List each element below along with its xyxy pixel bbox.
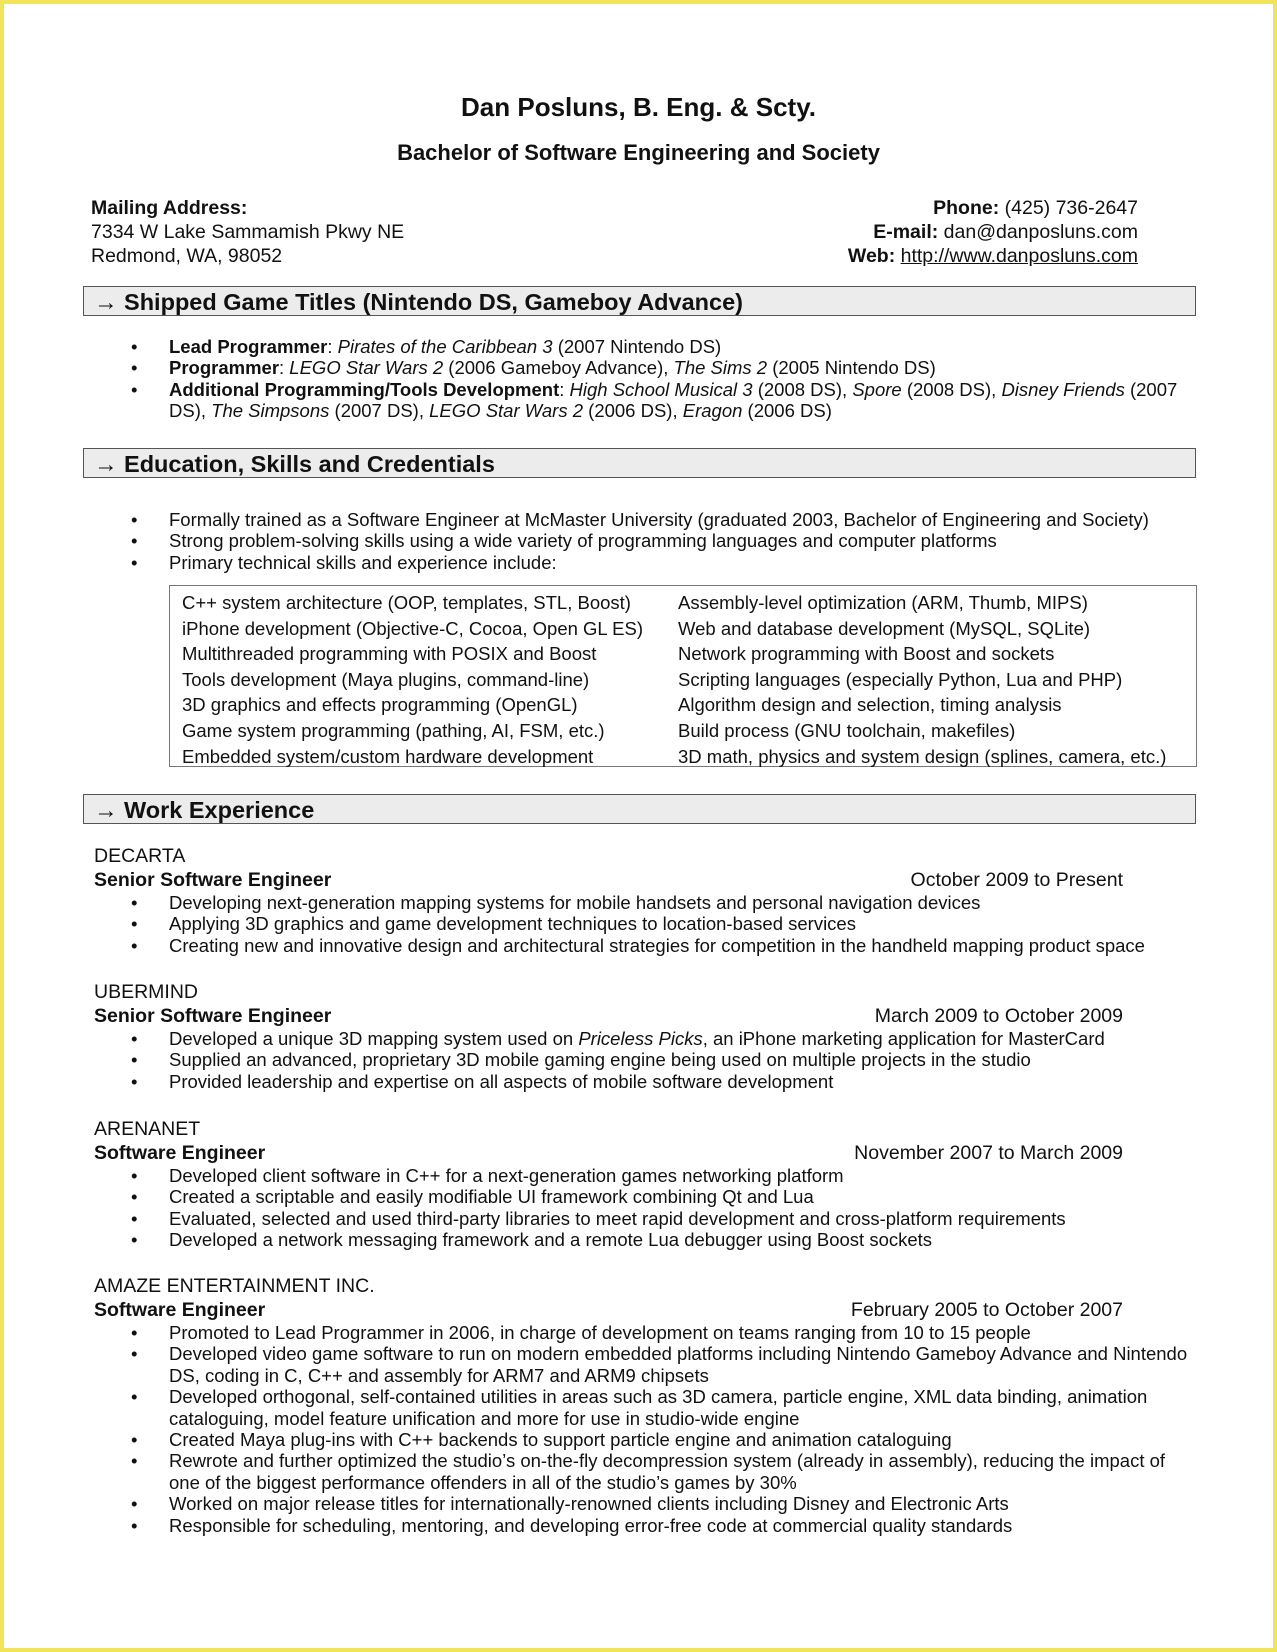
company-name: ARENANET [94,1118,201,1140]
company-name: AMAZE ENTERTAINMENT INC. [94,1275,375,1297]
phone-value: (425) 736-2647 [1004,197,1138,219]
bullet-icon: • [131,1493,138,1515]
bullet-icon: • [131,1322,138,1343]
list-item: • Rewrote and further optimized the studio’s on-the-fly decompression system (already in assembly), reducing the impact of one of the biggest performance offenders in all of the studio’s games by 30% [131,1450,1166,1493]
list-item: • Provided leadership and expertise on all aspects of mobile software development [131,1070,834,1092]
web-link[interactable]: http://www.danposluns.com [900,245,1138,267]
web-row [848,244,1138,268]
company-name: DECARTA [94,845,186,867]
bullet-icon: • [131,1028,138,1049]
list-item: • Worked on major release titles for internationally-renowned clients including Disney and Electronic Arts [131,1493,1009,1515]
job-bullets [91,892,1201,956]
bullet-icon: • [131,551,138,573]
bullet-icon: • [131,1229,138,1251]
bullet-icon: • [131,1343,138,1365]
list-item: • Created a scriptable and easily modifiable UI framework combining Qt and Lua [131,1186,814,1208]
list-item: • Developing next-generation mapping systems for mobile handsets and personal navigation devices [131,892,981,913]
skill-item: Embedded system/custom hardware development [182,745,594,767]
bullet-icon: • [131,1386,138,1408]
skill-item: 3D math, physics and system design (splines, camera, etc.) [678,745,1167,767]
address-line-1: 7334 W Lake Sammamish Pkwy NE [91,221,405,243]
email-label: E-mail: [873,221,939,243]
job-title: Senior Software Engineer [94,1005,332,1027]
job-bullets [91,1322,1201,1536]
list-item: • Responsible for scheduling, mentoring, and developing error-free code at commercial quality standards [131,1514,1013,1536]
list-item: • Created Maya plug-ins with C++ backends to support particle engine and animation cataloguing [131,1429,952,1451]
section-work-experience: → Work Experience [83,794,1196,824]
skill-item: Game system programming (pathing, AI, FSM, etc.) [182,719,605,741]
job-dates: February 2005 to October 2007 [850,1299,1123,1321]
job-title: Software Engineer [94,1299,266,1321]
list-item: • Applying 3D graphics and game development techniques to location-based services [131,913,856,935]
address-line-2: Redmond, WA, 98052 [91,245,283,267]
web-label: Web: [847,245,896,267]
list-item: • Developed a network messaging framework and a remote Lua debugger using Boost sockets [131,1229,933,1251]
list-item: • Developed client software in C++ for a next-generation games networking platform [131,1165,844,1186]
skill-item: Multithreaded programming with POSIX and Boost [182,643,597,665]
skill-item: C++ system architecture (OOP, templates, STL, Boost) [182,592,631,613]
list-item: • Programmer: LEGO Star Wars 2 (2006 Gameboy Advance), The Sims 2 (2005 Nintendo DS) [131,357,936,379]
section-education: → Education, Skills and Credentials [83,448,1196,478]
bullet-icon: • [131,378,138,400]
skills-column-left [182,590,643,769]
education-list [91,509,1201,573]
list-item: • Creating new and innovative design and architectural strategies for competition in the handheld mapping product space [131,934,1145,956]
bullet-icon: • [131,530,138,552]
list-item: • Developed a unique 3D mapping system used on Priceless Picks, an iPhone marketing application for MasterCard [131,1028,1105,1049]
job-title: Senior Software Engineer [94,869,332,891]
list-item: • Supplied an advanced, proprietary 3D mobile gaming engine being used on multiple projects in the studio [131,1049,1031,1071]
job-title: Software Engineer [94,1142,266,1164]
email-row [848,220,1138,244]
mailing-address-block [91,196,404,268]
company-name: UBERMIND [94,981,199,1003]
contact-info-block [848,196,1138,268]
bullet-icon: • [131,1514,138,1536]
skill-item: 3D graphics and effects programming (OpenGL) [182,694,578,716]
bullet-icon: • [131,1429,138,1451]
list-item: • Promoted to Lead Programmer in 2006, in charge of development on teams ranging from 10 to 15 people [131,1322,1031,1343]
bullet-icon: • [131,357,138,379]
bullet-icon: • [131,934,138,956]
bullet-icon: • [131,336,138,357]
skill-item: Assembly-level optimization (ARM, Thumb, MIPS) [678,592,1088,613]
bullet-icon: • [131,1186,138,1208]
list-item: • Developed orthogonal, self-contained utilities in areas such as 3D camera, particle engine, XML data binding, animation cataloguing, model feature unification and more for use in studio-wide engine [131,1386,1148,1429]
bullet-icon: • [131,913,138,935]
resume-name: Dan Posluns, B. Eng. & Scty. [461,92,816,122]
bullet-icon: • [131,509,138,530]
skill-item: Scripting languages (especially Python, Lua and PHP) [678,668,1123,690]
list-item: • Formally trained as a Software Engineer at McMaster University (graduated 2003, Bachelor of Engineering and Society) [131,509,1149,530]
list-item: • Primary technical skills and experience include: [131,551,557,573]
bullet-icon: • [131,1450,138,1472]
list-item: • Lead Programmer: Pirates of the Caribbean 3 (2007 Nintendo DS) [131,336,722,357]
skill-item: Build process (GNU toolchain, makefiles) [678,719,1016,741]
skill-item: Algorithm design and selection, timing analysis [678,694,1062,716]
resume-degree: Bachelor of Software Engineering and Society [397,140,880,165]
list-item: • Additional Programming/Tools Development: High School Musical 3 (2008 DS), Spore (2008 DS), Disney Friends (2007 DS), The Simpsons (2007 DS), LEGO Star Wars 2 (2006 DS), Eragon (2006 DS) [131,378,1178,422]
shipped-titles-list [91,336,1201,422]
job-dates: October 2009 to Present [910,869,1123,891]
skill-item: Web and database development (MySQL, SQLite) [678,617,1091,639]
bullet-icon: • [131,1070,138,1092]
skill-item: Network programming with Boost and sockets [678,643,1055,665]
bullet-icon: • [131,1165,138,1186]
phone-row [848,196,1138,220]
bullet-icon: • [131,1049,138,1071]
list-item: • Developed video game software to run on modern embedded platforms including Nintendo Gameboy Advance and Nintendo DS, coding in C, C++ and assembly for ARM7 and ARM9 chipsets [131,1343,1188,1386]
mailing-address-label: Mailing Address: [91,197,248,219]
bullet-icon: • [131,892,138,913]
resume-page [4,4,1273,1648]
list-item: • Strong problem-solving skills using a wide variety of programming languages and computer platforms [131,530,997,552]
job-dates: March 2009 to October 2009 [874,1005,1123,1027]
email-value[interactable]: dan@danposluns.com [943,221,1138,243]
section-shipped-titles: → Shipped Game Titles (Nintendo DS, Gameboy Advance) [83,286,1196,316]
phone-label: Phone: [933,197,1000,219]
skill-item: Tools development (Maya plugins, command-line) [182,668,590,690]
list-item: • Evaluated, selected and used third-party libraries to meet rapid development and cross-platform requirements [131,1207,1066,1229]
job-dates: November 2007 to March 2009 [854,1142,1123,1164]
job-bullets [91,1028,1201,1092]
bullet-icon: • [131,1207,138,1229]
job-bullets [91,1165,1201,1251]
skills-table [169,585,1197,767]
skill-item: iPhone development (Objective-C, Cocoa, Open GL ES) [182,617,644,639]
skills-column-right [678,590,1166,769]
